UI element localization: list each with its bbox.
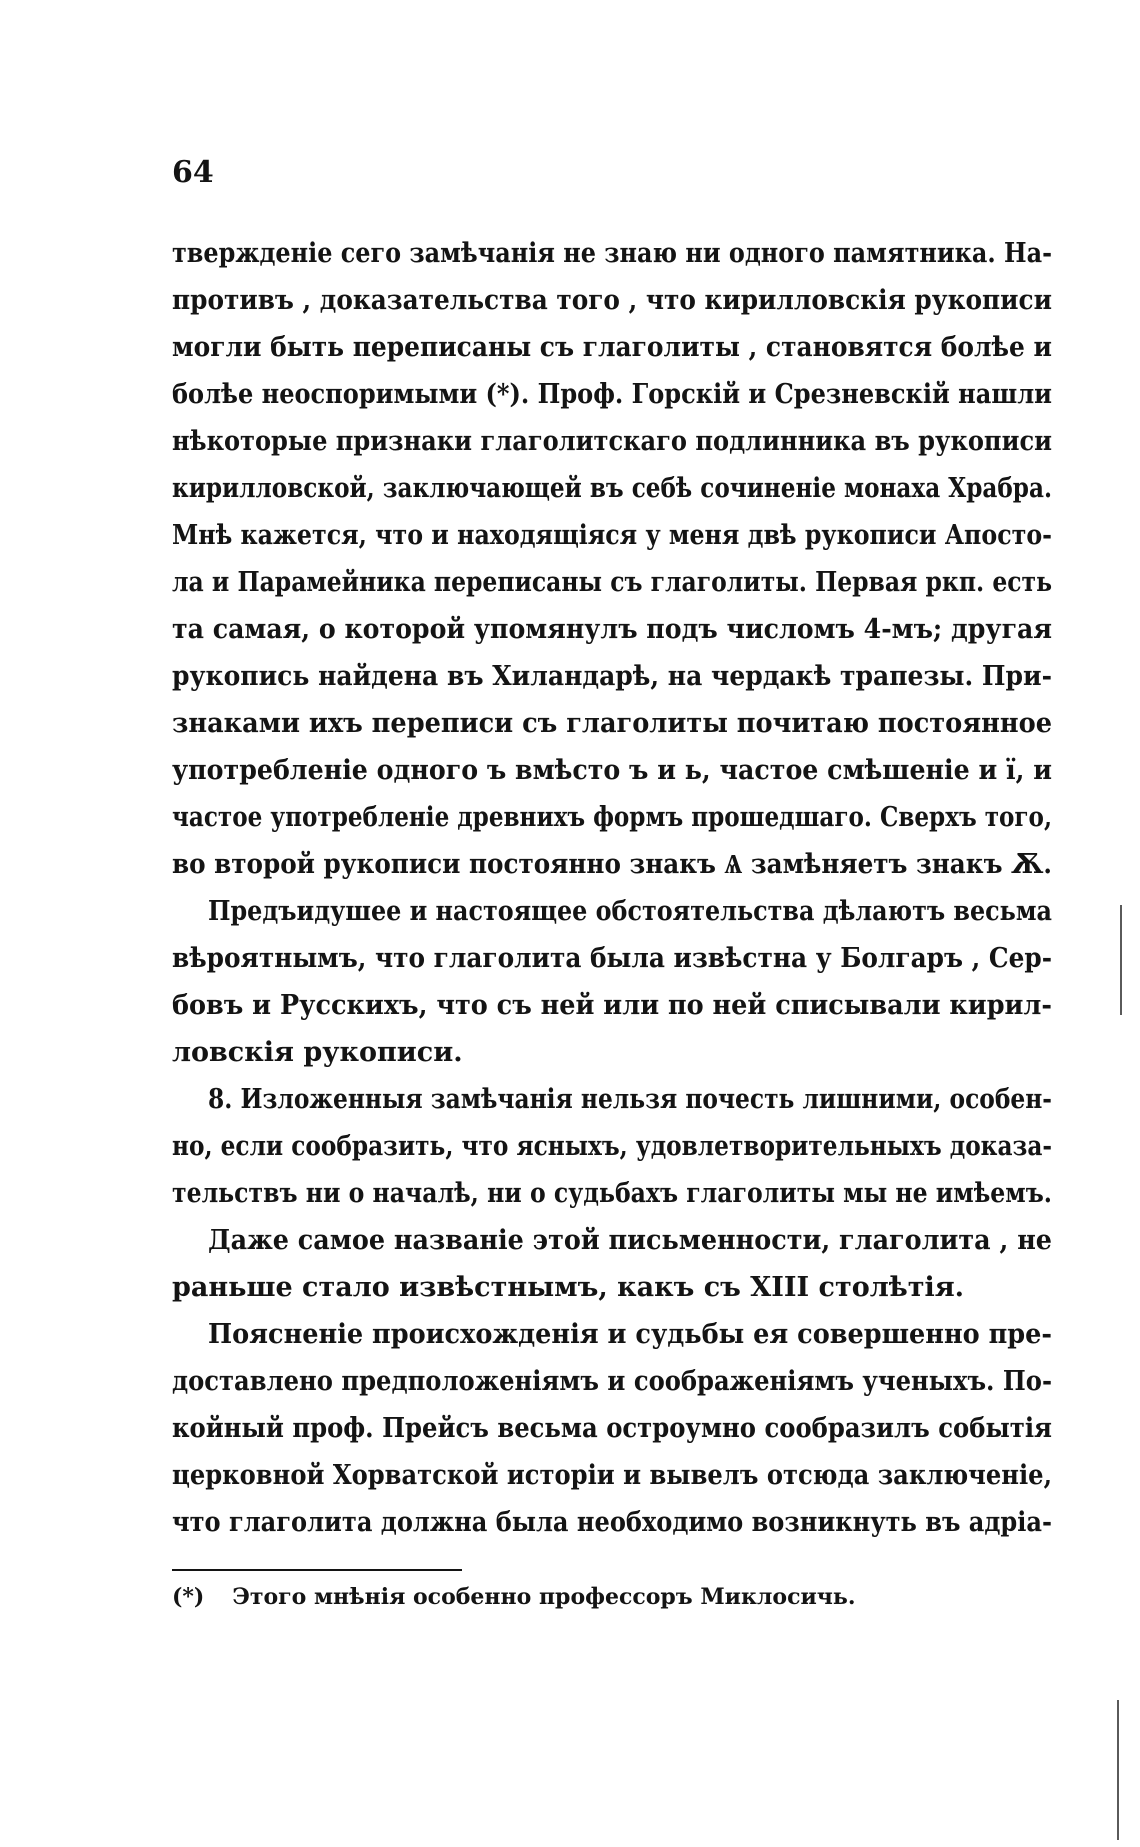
text-line-content: вѣроятнымъ, что глаголита была извѣстна у Болгаръ , Сер- [172, 943, 1052, 974]
text-line-content: 8. Изложенныя замѣчанія нельзя почесть лишними, особен- [208, 1084, 1052, 1115]
text-line-content: во второй рукописи постоянно знакъ Ѧ замѣняетъ знакъ Ѫ. [172, 849, 1052, 880]
page-number: 64 [172, 155, 214, 190]
text-line-content: знаками ихъ переписи съ глаголиты почитаю постоянное [172, 708, 1052, 739]
text-line-content: ловскія рукописи. [172, 1037, 463, 1068]
text-line-content: Мнѣ кажется, что и находящіяся у меня двѣ рукописи Апосто- [172, 520, 1052, 551]
text-line-content: кирилловской, заключающей въ себѣ сочиненіе монаха Храбра. [172, 473, 1052, 504]
text-line-content: Даже самое названіе этой письменности, глаголита , не [208, 1225, 1052, 1256]
text-line-content: употребленіе одного ъ вмѣсто ъ и ь, частое смѣшеніе и ї, и [172, 755, 1052, 786]
text-line [172, 285, 1052, 332]
text-line-content: нѣкоторые признаки глаголитскаго подлинника въ рукописи [172, 426, 1052, 457]
text-line [172, 1319, 1052, 1366]
text-line [172, 1225, 1052, 1272]
body-text [172, 238, 1052, 1554]
text-line-content: церковной Хорватской исторіи и вывелъ отсюда заключеніе, [172, 1460, 1052, 1491]
text-line [172, 943, 1052, 990]
text-line [172, 379, 1052, 426]
text-line-content: раньше стало извѣстнымъ, какъ съ XIII столѣтія. [172, 1272, 965, 1303]
text-line [172, 1178, 1052, 1225]
text-line [172, 567, 1052, 614]
text-line [172, 1131, 1052, 1178]
text-line [172, 1413, 1052, 1460]
text-line [172, 426, 1052, 473]
footnote-divider [172, 1569, 462, 1571]
text-line [172, 896, 1052, 943]
text-line [172, 1507, 1052, 1554]
text-line [172, 473, 1052, 520]
text-line-content: доставлено предположеніямъ и соображеніямъ ученыхъ. По- [172, 1366, 1052, 1397]
text-line [172, 1366, 1052, 1413]
text-line [172, 708, 1052, 755]
text-line-content: бовъ и Русскихъ, что съ ней или по ней списывали кирил- [172, 990, 1052, 1021]
text-line-content: противъ , доказательства того , что кирилловскія рукописи [172, 285, 1052, 316]
text-line [172, 1272, 1052, 1319]
text-line [172, 661, 1052, 708]
text-line [172, 849, 1052, 896]
text-line-content: могли быть переписаны съ глаголиты , становятся болѣе и [172, 332, 1052, 363]
text-line-content: рукопись найдена въ Хиландарѣ, на чердакѣ трапезы. При- [172, 661, 1052, 692]
text-line [172, 332, 1052, 379]
footnote-text: Этого мнѣнія особенно профессоръ Миклосичь. [232, 1584, 856, 1610]
text-line [172, 238, 1052, 285]
text-line [172, 755, 1052, 802]
text-line [172, 614, 1052, 661]
text-line-content: Предъидушее и настоящее обстоятельства дѣлаютъ весьма [208, 896, 1052, 927]
text-line-content: та самая, о которой упомянулъ подъ числомъ 4-мъ; другая [172, 614, 1052, 645]
text-line-content: болѣе неоспоримыми (*). Проф. Горскій и Срезневскій нашли [172, 379, 1052, 410]
footnote-marker: (*) [172, 1584, 205, 1610]
footnote [172, 1584, 855, 1610]
scan-edge-mark [1120, 905, 1122, 1015]
text-line-content: но, если сообразить, что ясныхъ, удовлетворительныхъ доказа- [172, 1131, 1052, 1162]
text-line [172, 990, 1052, 1037]
text-line-content: койный проф. Прейсъ весьма остроумно сообразилъ событія [172, 1413, 1052, 1444]
text-line [172, 802, 1052, 849]
text-line-content: ла и Парамейника переписаны съ глаголиты. Первая ркп. есть [172, 567, 1052, 598]
text-line [172, 1084, 1052, 1131]
text-line-content: Поясненіе происхожденія и судьбы ея совершенно пре- [208, 1319, 1052, 1350]
text-line-content: твержденіе сего замѣчанія не знаю ни одного памятника. На- [172, 238, 1052, 269]
text-line [172, 1037, 1052, 1084]
text-line-content: тельствъ ни о началѣ, ни о судьбахъ глаголиты мы не имѣемъ. [172, 1178, 1052, 1209]
scan-edge-mark [1117, 1700, 1119, 1840]
text-line-content: что глаголита должна была необходимо возникнуть въ адріа- [172, 1507, 1052, 1538]
text-line [172, 1460, 1052, 1507]
text-line-content: частое употребленіе древнихъ формъ прошедшаго. Сверхъ того, [172, 802, 1052, 833]
text-line [172, 520, 1052, 567]
